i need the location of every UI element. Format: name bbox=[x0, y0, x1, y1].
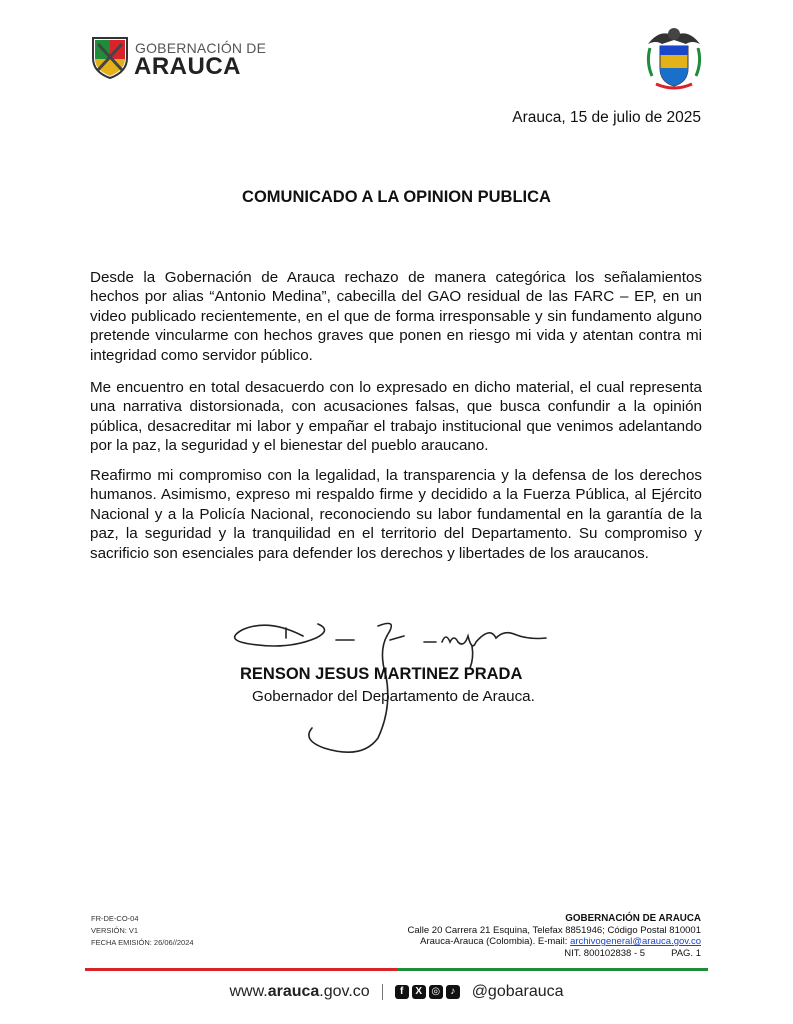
footer-city-line bbox=[408, 936, 701, 948]
tiktok-icon[interactable]: ♪ bbox=[446, 985, 460, 999]
form-code: FR-DE-CO-04 bbox=[91, 914, 139, 923]
footer-page-number: PAG. 1 bbox=[671, 947, 701, 959]
footer-street-address: Calle 20 Carrera 21 Esquina, Telefax 8851946; Código Postal 810001 bbox=[407, 924, 701, 936]
logo-title: ARAUCA bbox=[134, 53, 241, 80]
website-suffix: .gov.co bbox=[319, 983, 370, 1000]
footer-nit-row bbox=[408, 948, 701, 960]
form-version: VERSIÓN: V1 bbox=[91, 926, 139, 935]
handwritten-signature bbox=[228, 612, 558, 762]
logo-subtitle: GOBERNACIÓN DE bbox=[135, 40, 267, 56]
form-emission-date: FECHA EMISIÓN: 26/06//2024 bbox=[91, 938, 194, 947]
footer-separator bbox=[382, 984, 383, 1000]
website-prefix: www. bbox=[229, 983, 268, 1000]
social-handle[interactable]: @gobarauca bbox=[471, 983, 564, 1000]
footer-city-prefix: Arauca-Arauca (Colombia). E-mail: bbox=[420, 936, 571, 947]
website-link[interactable] bbox=[229, 983, 369, 1001]
signer-name: RENSON JESUS MARTINEZ PRADA bbox=[240, 665, 523, 683]
website-domain: arauca bbox=[267, 983, 320, 1000]
arauca-shield-icon bbox=[90, 34, 130, 80]
divider-red-segment bbox=[85, 968, 397, 971]
document-title: COMUNICADO A LA OPINION PUBLICA bbox=[242, 188, 551, 206]
divider-green-segment bbox=[397, 968, 709, 971]
footer-nit: NIT. 800102838 - 5 bbox=[564, 947, 646, 959]
footer-color-divider bbox=[85, 968, 708, 971]
footer-web-social-bar bbox=[0, 980, 793, 1004]
paragraph-2: Me encuentro en total desacuerdo con lo expresado en dicho material, el cual representa una narrativa distorsionada, con acusaciones falsas, que busca confundir a la opinión pública, desacreditar mi labor y empañar el trabajo institucional que venimos adelantando por la paz, la seguridad y el bienestar del pueblo araucano. bbox=[90, 379, 702, 455]
paragraph-3: Reafirmo mi compromiso con la legalidad, la transparencia y la defensa de los derechos humanos. Asimismo, expreso mi respaldo firme y decidido a la Fuerza Pública, al Ejército Nacional y a la Policía Nacional, reconociendo su labor fundamental en la garantía de la paz, la seguridad y la tranquilidad en el territorio del Departamento. Su compromiso y sacrificio son esenciales para defender los derechos y libertades de los araucanos. bbox=[90, 467, 702, 562]
instagram-icon[interactable]: ◎ bbox=[429, 985, 443, 999]
signer-role: Gobernador del Departamento de Arauca. bbox=[252, 688, 535, 705]
x-icon[interactable]: X bbox=[412, 985, 426, 999]
colombia-coat-of-arms-icon bbox=[642, 22, 706, 92]
footer-address-block bbox=[408, 913, 701, 959]
footer-org-name: GOBERNACIÓN DE ARAUCA bbox=[565, 913, 701, 924]
facebook-icon[interactable]: f bbox=[395, 985, 409, 999]
document-date: Arauca, 15 de julio de 2025 bbox=[512, 109, 701, 126]
footer-email-link[interactable]: archivogeneral@arauca.gov.co bbox=[570, 936, 701, 947]
paragraph-1: Desde la Gobernación de Arauca rechazo de manera categórica los señalamientos hechos por alias “Antonio Medina”, cabecilla del GAO residual de las FARC – EP, en un video publicado recientemente, en el que de forma irresponsable y sin fundamento alguno pretende vincularme con hechos graves que ponen en riesgo mi vida y atentan contra mi integridad como servidor público. bbox=[90, 269, 702, 364]
social-icons bbox=[395, 985, 460, 999]
gobernacion-logo bbox=[90, 34, 267, 82]
